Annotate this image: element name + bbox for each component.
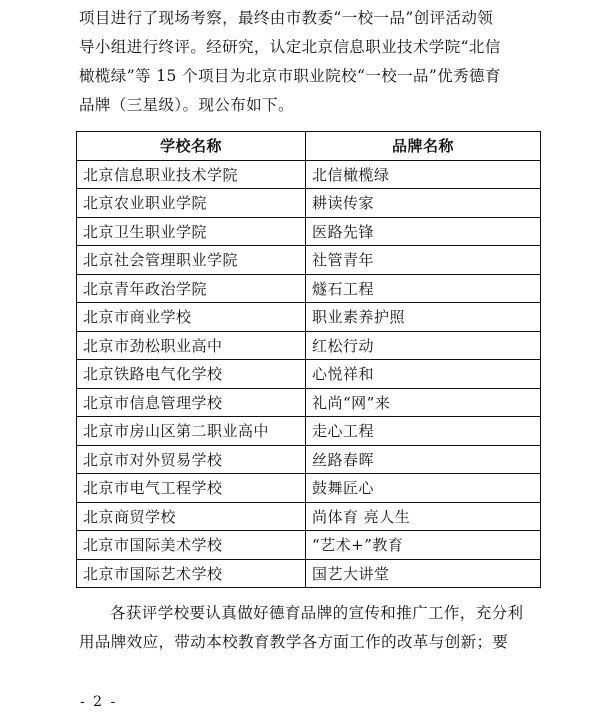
table-row [77, 445, 541, 474]
table-row [77, 160, 541, 189]
school-name-cell: 北京市国际艺术学校 [77, 559, 306, 588]
table-row [77, 331, 541, 360]
brand-name-cell: 职业素养护照 [306, 303, 541, 332]
brand-name-cell: “艺术+”教育 [306, 531, 541, 560]
brand-name-cell: 北信橄榄绿 [306, 160, 541, 189]
brand-name-cell: 耕读传家 [306, 189, 541, 218]
school-name-cell: 北京市信息管理学校 [77, 388, 306, 417]
school-name-cell: 北京市劲松职业高中 [77, 331, 306, 360]
table-row [77, 303, 541, 332]
school-name-cell: 北京商贸学校 [77, 502, 306, 531]
closing-line: 各获评学校要认真做好德育品牌的宣传和推广工作，充分利 [110, 604, 524, 622]
school-name-cell: 北京市房山区第二职业高中 [77, 417, 306, 446]
school-name-cell: 北京青年政治学院 [77, 274, 306, 303]
intro-line: 导小组进行终评。经研究，认定北京信息职业技术学院“北信 [79, 38, 501, 56]
intro-line: 项目进行了现场考察，最终由市教委“一校一品”创评活动领 [79, 9, 494, 27]
table-row [77, 274, 541, 303]
school-name-cell: 北京市国际美术学校 [77, 531, 306, 560]
table-row [77, 474, 541, 503]
intro-line: 品牌（三星级）。现公布如下。 [79, 96, 294, 114]
brand-name-cell: 燧石工程 [306, 274, 541, 303]
brand-name-cell: 礼尚“网”来 [306, 388, 541, 417]
table-row [77, 531, 541, 560]
table-row [77, 246, 541, 275]
brand-name-cell: 红松行动 [306, 331, 541, 360]
brand-name-cell: 社管青年 [306, 246, 541, 275]
closing-paragraph [79, 599, 537, 657]
page-number: - 2 - [80, 694, 118, 710]
brand-name-cell: 医路先锋 [306, 217, 541, 246]
school-name-cell: 北京市对外贸易学校 [77, 445, 306, 474]
brand-name-cell: 鼓舞匠心 [306, 474, 541, 503]
school-name-cell: 北京农业职业学院 [77, 189, 306, 218]
brand-table [76, 131, 541, 588]
brand-name-cell: 国艺大讲堂 [306, 559, 541, 588]
table-row [77, 502, 541, 531]
intro-paragraph [79, 4, 537, 120]
header-school-name: 学校名称 [77, 132, 306, 161]
table-row [77, 217, 541, 246]
brand-name-cell: 尚体育 亮人生 [306, 502, 541, 531]
school-name-cell: 北京信息职业技术学院 [77, 160, 306, 189]
table-row [77, 388, 541, 417]
table-row [77, 417, 541, 446]
header-brand-name: 品牌名称 [306, 132, 541, 161]
table-row [77, 189, 541, 218]
brand-name-cell: 丝路春晖 [306, 445, 541, 474]
intro-line: 橄榄绿”等 15 个项目为北京市职业院校“一校一品”优秀德育 [79, 67, 501, 85]
closing-line: 用品牌效应，带动本校教育教学各方面工作的改革与创新；要 [79, 633, 509, 651]
brand-name-cell: 心悦祥和 [306, 360, 541, 389]
school-name-cell: 北京铁路电气化学校 [77, 360, 306, 389]
school-name-cell: 北京市电气工程学校 [77, 474, 306, 503]
brand-name-cell: 走心工程 [306, 417, 541, 446]
school-name-cell: 北京社会管理职业学院 [77, 246, 306, 275]
school-name-cell: 北京市商业学校 [77, 303, 306, 332]
table-header-row [77, 132, 541, 161]
table-row [77, 360, 541, 389]
table-row [77, 559, 541, 588]
school-name-cell: 北京卫生职业学院 [77, 217, 306, 246]
